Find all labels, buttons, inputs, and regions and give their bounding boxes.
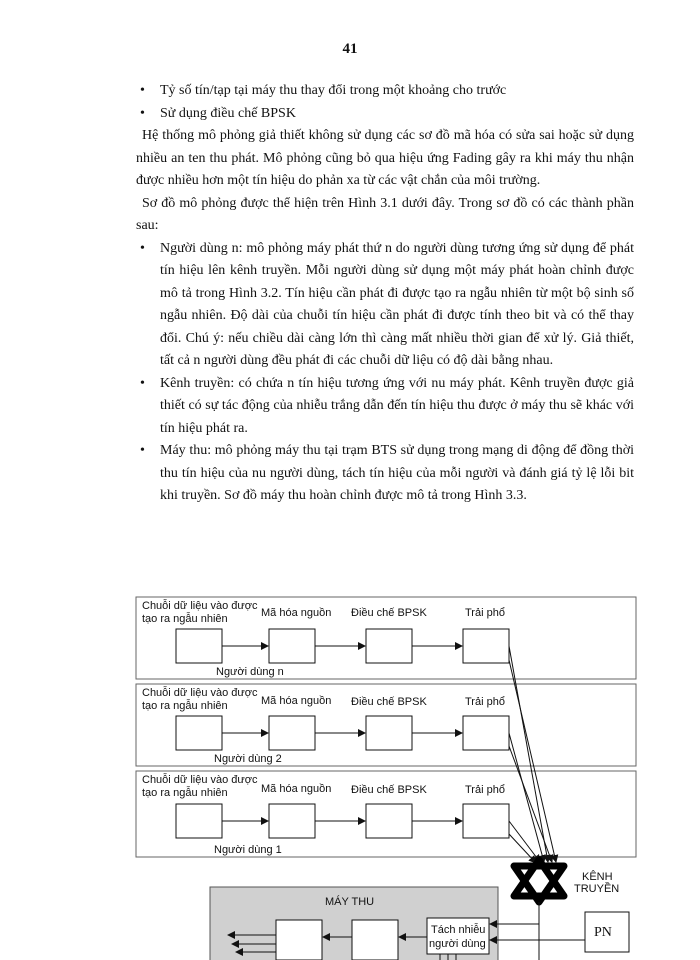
modulation-block xyxy=(366,716,412,750)
input-label: tạo ra ngẫu nhiên xyxy=(142,613,228,625)
input-block xyxy=(176,804,222,838)
bullet-text: Máy thu: mô phỏng máy thu tại trạm BTS sử dụng trong mạng di động để đồng thời thu tín hiệu của nu người dùng, tách tín hiệu của mỗi người và đánh giá tỷ lệ lỗi bit khi truyền. Sơ đồ máy thu hoàn chỉnh được mô tả trong Hình 3.3. xyxy=(160,443,634,503)
receiver-block xyxy=(352,920,398,960)
user-label: Người dùng n xyxy=(216,666,284,678)
spreading-label: Trải phổ xyxy=(465,696,505,708)
spreading-block xyxy=(463,629,509,663)
multiuser-separation-label: Tách nhiễu xyxy=(431,924,486,936)
user-group-1 xyxy=(136,771,636,857)
input-label: Chuỗi dữ liệu vào được xyxy=(142,774,258,786)
spreading-block xyxy=(463,716,509,750)
modulation-label: Điều chế BPSK xyxy=(351,784,427,796)
source-coding-label: Mã hóa nguồn xyxy=(261,783,332,795)
input-label: Chuỗi dữ liệu vào được xyxy=(142,687,258,699)
channel-icon xyxy=(514,860,564,902)
bullet-icon: • xyxy=(140,105,145,121)
receiver-title: MÁY THU xyxy=(325,896,375,908)
receiver-group xyxy=(210,887,498,960)
pn-label: PN xyxy=(594,925,612,940)
paragraph: Sơ đồ mô phỏng được thể hiện trên Hình 3.1 dưới đây. Trong sơ đồ có các thành phần sau: xyxy=(136,195,634,233)
user-group-2 xyxy=(136,684,636,766)
channel-label: TRUYỀN xyxy=(574,883,620,895)
source-coding-block xyxy=(269,716,315,750)
input-block xyxy=(176,629,222,663)
spreading-block xyxy=(463,804,509,838)
input-label: tạo ra ngẫu nhiên xyxy=(142,787,228,799)
bullet-icon: • xyxy=(140,443,145,458)
paragraph: Hệ thống mô phỏng giả thiết không sử dụng các sơ đồ mã hóa có sửa sai hoặc sử dụng nhiều an ten thu phát. Mô phỏng cũng bỏ qua hiệu ứng Fading gây ra khi máy thu nhận được nhiều hơn một tín hiệu do phản xa từ các vật chắn của môi trường. xyxy=(136,128,634,188)
source-coding-block xyxy=(269,629,315,663)
bullet-icon: • xyxy=(140,375,145,391)
modulation-block xyxy=(366,804,412,838)
bullet-icon: • xyxy=(140,240,145,256)
user-label: Người dùng 2 xyxy=(214,753,282,765)
user-group-n xyxy=(136,597,636,679)
multiuser-separation-label: người dùng xyxy=(429,938,486,950)
bullet-text: Kênh truyền: có chứa n tín hiệu tương ứng với nu máy phát. Kênh truyền được giả thiết có sự tác động của nhiễu trắng dẫn đến tín hiệu thu được ở máy thu sẽ khác với tín hiệu phát ra. xyxy=(160,375,634,436)
modulation-label: Điều chế BPSK xyxy=(351,607,427,619)
bullet-text: Tỷ số tín/tạp tại máy thu thay đổi trong một khoảng cho trước xyxy=(160,83,507,98)
bullet-text: Sử dụng điều chế BPSK xyxy=(160,105,296,121)
modulation-block xyxy=(366,629,412,663)
bullet-icon: • xyxy=(140,83,145,98)
receiver-block xyxy=(276,920,322,960)
source-coding-label: Mã hóa nguồn xyxy=(261,695,332,707)
source-coding-block xyxy=(269,804,315,838)
page-number: 41 xyxy=(342,41,358,57)
spreading-label: Trải phổ xyxy=(465,784,505,796)
channel-label: KÊNH xyxy=(582,871,613,883)
user-label: Người dùng 1 xyxy=(214,844,282,856)
source-coding-label: Mã hóa nguồn xyxy=(261,607,332,619)
spreading-label: Trải phổ xyxy=(465,607,505,619)
input-label: tạo ra ngẫu nhiên xyxy=(142,700,228,712)
modulation-label: Điều chế BPSK xyxy=(351,696,427,708)
input-label: Chuỗi dữ liệu vào được xyxy=(142,600,258,612)
input-block xyxy=(176,716,222,750)
bullet-text: Người dùng n: mô phỏng máy phát thứ n do người dùng tương ứng sử dụng để phát tín hiệu lên kênh truyền. Mỗi người dùng sử dụng một máy phát hoàn chỉnh được mô tả trong Hình 3.2. Tín hiệu cần phát đi được tạo ra ngẫu nhiên từ một bộ sinh số ngẫu nhiên. Độ dài của chuỗi tín hiệu cần phát đi được tính theo bit và có thể thay đổi. Chú ý: nếu chiều dài càng lớn thì càng mất nhiều thời gian để xử lý. Giả thiết, tất cả n người dùng đều phát đi các chuỗi dữ liệu có độ dài bằng nhau. xyxy=(160,240,634,368)
